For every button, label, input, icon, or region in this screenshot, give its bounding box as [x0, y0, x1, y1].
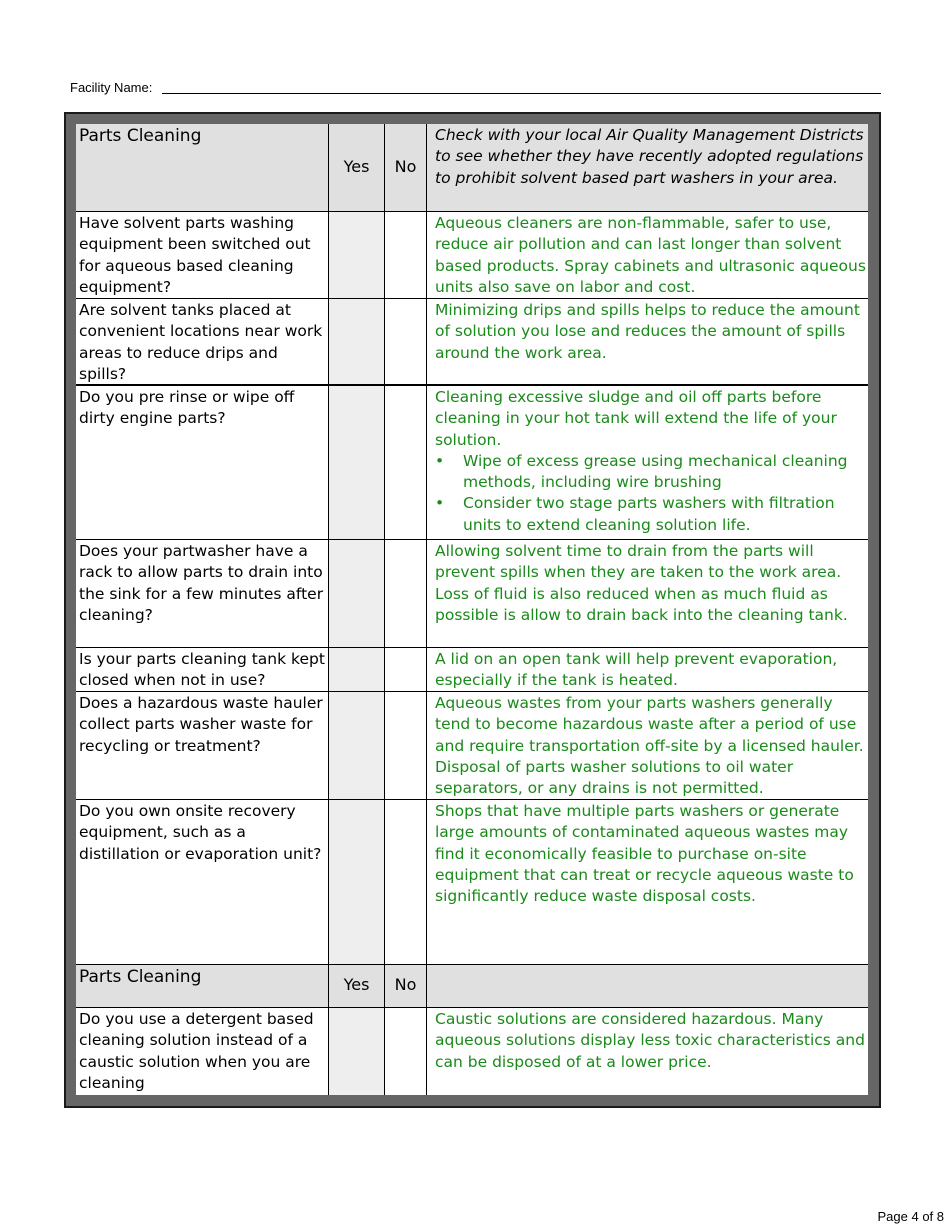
no-checkbox[interactable] — [385, 648, 427, 691]
question-text: Do you use a detergent based cleaning solution instead of a caustic solution when you are cleaning — [79, 1010, 314, 1092]
question-text: Do you own onsite recovery equipment, such as a distillation or evaporation unit? — [79, 802, 322, 863]
section-header — [76, 965, 868, 1008]
table-row — [76, 540, 868, 648]
question-text: Have solvent parts washing equipment been switched out for aqueous based cleaning equipment? — [79, 214, 311, 296]
no-checkbox[interactable] — [385, 692, 427, 799]
yes-checkbox[interactable] — [329, 648, 385, 691]
answer-text: Cleaning excessive sludge and oil off parts before cleaning in your hot tank will extend the life of your solution. — [435, 388, 837, 449]
question-text: Do you pre rinse or wipe off dirty engine parts? — [79, 388, 295, 428]
yes-checkbox[interactable] — [329, 386, 385, 539]
answer-text: Allowing solvent time to drain from the parts will prevent spills when they are taken to the work area. Loss of fluid is also reduced when as much fluid as possible is allow to drain back into the cleaning tank. — [435, 542, 848, 624]
facility-name-label: Facility Name: — [70, 80, 153, 95]
table-row — [76, 386, 868, 540]
answer-text: A lid on an open tank will help prevent evaporation, especially if the tank is heated. — [435, 650, 838, 690]
table-row — [76, 1008, 868, 1095]
question-text: Does a hazardous waste hauler collect parts washer waste for recycling or treatment? — [79, 694, 323, 755]
table-row — [76, 212, 868, 299]
answer-bullets — [435, 451, 866, 536]
yes-checkbox[interactable] — [329, 540, 385, 647]
yes-checkbox[interactable] — [329, 212, 385, 298]
answer-text: Aqueous wastes from your parts washers generally tend to become hazardous waste after a period of use and require transportation off-site by a licensed hauler. Disposal of parts washer solutions to oil water separators, or any drains is not permitted. — [435, 694, 864, 798]
question-text: Are solvent tanks placed at convenient locations near work areas to reduce drips and spills? — [79, 301, 323, 383]
no-checkbox[interactable] — [385, 212, 427, 298]
section-title: Parts Cleaning — [79, 126, 202, 146]
section-title: Parts Cleaning — [79, 967, 202, 987]
table-row — [76, 299, 868, 386]
answer-text: Caustic solutions are considered hazardous. Many aqueous solutions display less toxic characteristics and can be disposed of at a lower price. — [435, 1010, 865, 1071]
facility-name-field — [70, 78, 881, 96]
table-row — [76, 692, 868, 800]
no-checkbox[interactable] — [385, 540, 427, 647]
no-checkbox[interactable] — [385, 1008, 427, 1095]
yes-header: Yes — [343, 975, 370, 994]
facility-name-line[interactable] — [162, 93, 881, 94]
bullet-item: • Consider two stage parts washers with filtration units to extend cleaning solution life. — [435, 494, 835, 534]
page-number: Page 4 of 8 — [877, 1209, 944, 1224]
answer-text: Shops that have multiple parts washers or generate large amounts of contaminated aqueous wastes may find it economically feasible to purchase on-site equipment that can treat or recycle aqueous waste to significantly reduce waste disposal costs. — [435, 802, 854, 906]
bullet-icon: • — [435, 494, 445, 513]
section-header — [76, 124, 868, 212]
yes-checkbox[interactable] — [329, 1008, 385, 1095]
answer-text: Aqueous cleaners are non-flammable, safer to use, reduce air pollution and can last longer than solvent based products. Spray cabinets and ultrasonic aqueous units also save on labor and cost. — [435, 214, 866, 296]
section-note: Check with your local Air Quality Management Districts to see whether they have recently adopted regulations to prohibit solvent based part washers in your area. — [435, 126, 864, 187]
question-text: Is your parts cleaning tank kept closed when not in use? — [79, 650, 325, 690]
no-checkbox[interactable] — [385, 299, 427, 384]
no-header: No — [394, 157, 417, 176]
no-checkbox[interactable] — [385, 800, 427, 964]
bullet-icon: • — [435, 451, 445, 470]
yes-checkbox[interactable] — [329, 299, 385, 384]
question-text: Does your partwasher have a rack to allow parts to drain into the sink for a few minutes after cleaning? — [79, 542, 324, 624]
yes-checkbox[interactable] — [329, 692, 385, 799]
bullet-item: • Wipe of excess grease using mechanical cleaning methods, including wire brushing — [435, 451, 848, 492]
checklist-table — [76, 124, 868, 1095]
table-row — [76, 800, 868, 965]
no-checkbox[interactable] — [385, 386, 427, 539]
yes-checkbox[interactable] — [329, 800, 385, 964]
yes-header: Yes — [343, 157, 370, 176]
no-header: No — [394, 975, 417, 994]
table-row — [76, 648, 868, 692]
answer-text: Minimizing drips and spills helps to reduce the amount of solution you lose and reduces the amount of spills around the work area. — [435, 301, 860, 362]
